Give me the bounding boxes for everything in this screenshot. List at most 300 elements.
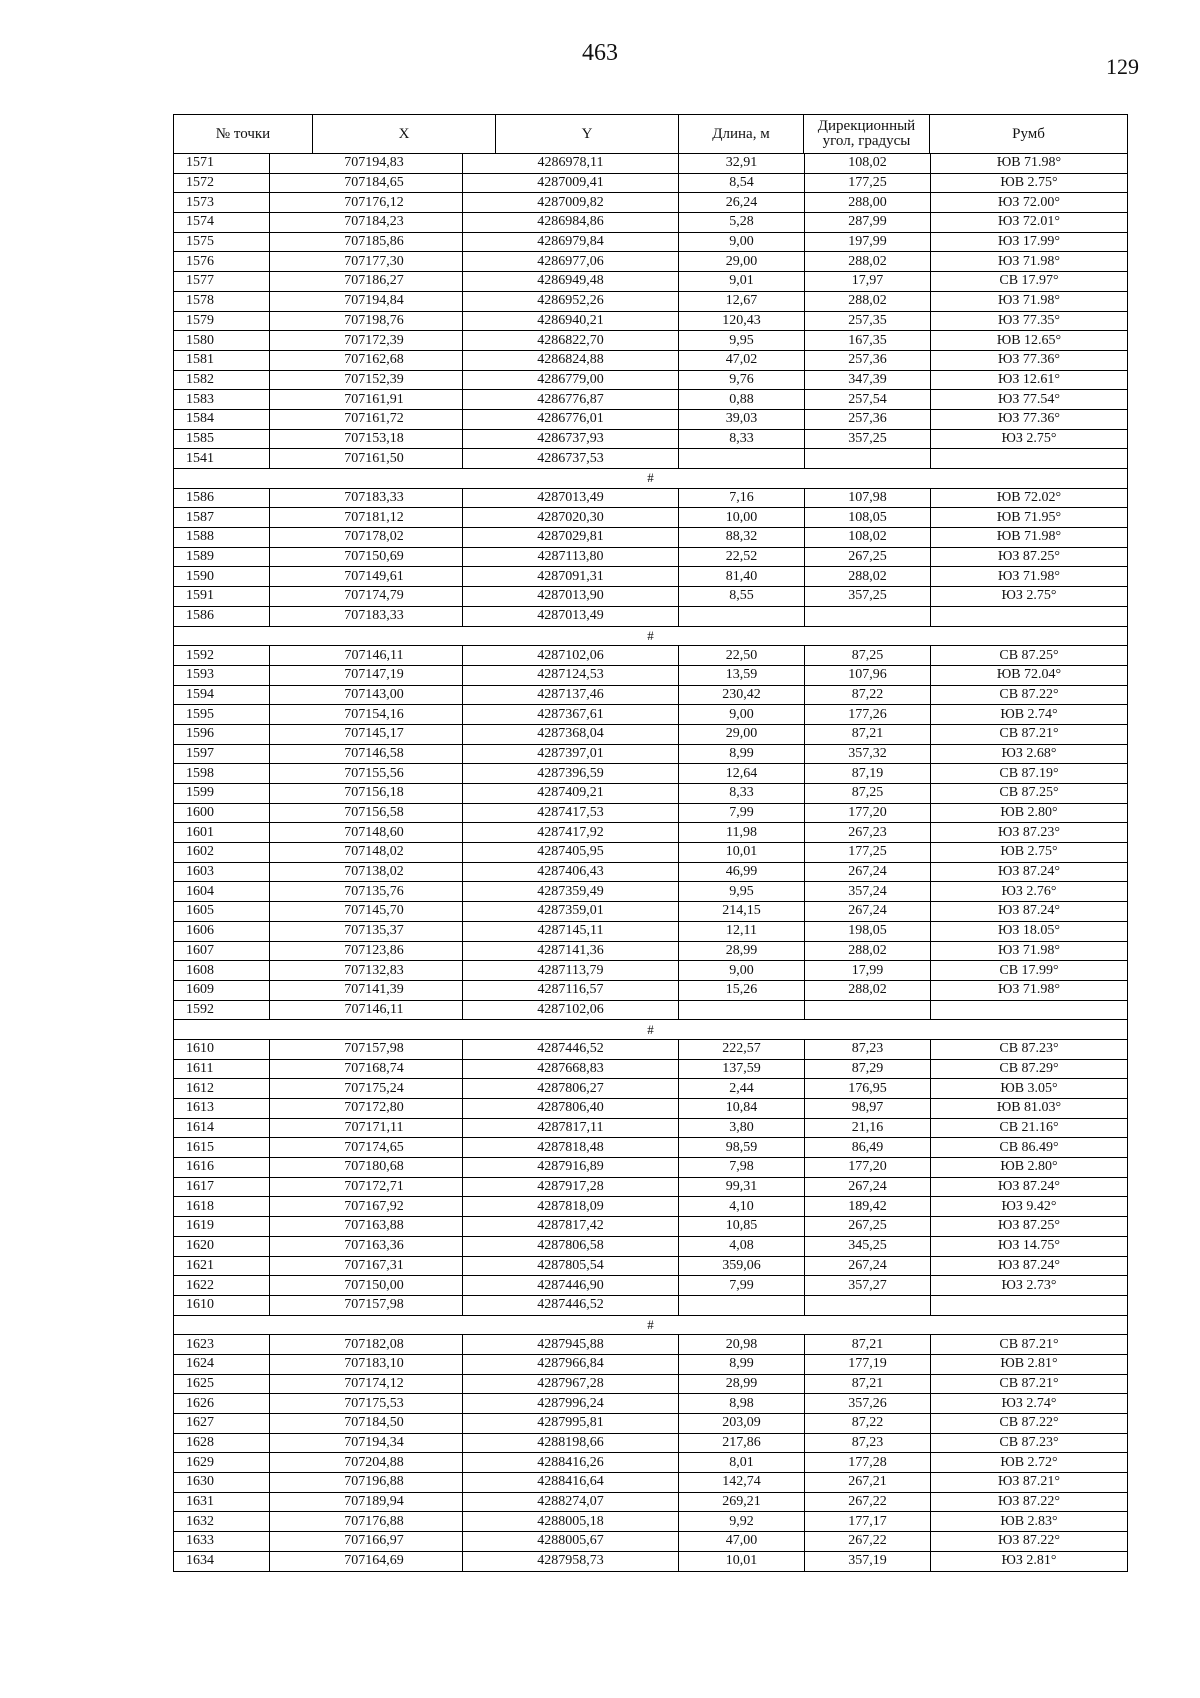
cell-point: 1633 [174, 1532, 270, 1552]
cell-y: 4287020,30 [463, 508, 679, 528]
cell-angle: 177,20 [805, 1158, 931, 1178]
cell-length: 12,67 [679, 291, 805, 311]
cell-length: 7,98 [679, 1158, 805, 1178]
cell-y: 4287368,04 [463, 724, 679, 744]
cell-rumb: СВ 87.23° [931, 1433, 1128, 1453]
cell-point: 1591 [174, 587, 270, 607]
cell-angle: 17,97 [805, 272, 931, 292]
cell-length: 11,98 [679, 823, 805, 843]
cell-angle: 357,26 [805, 1394, 931, 1414]
table-row [174, 1295, 1128, 1315]
cell-rumb: ЮЗ 87.22° [931, 1532, 1128, 1552]
cell-angle: 87,25 [805, 784, 931, 804]
cell-rumb: ЮЗ 77.35° [931, 311, 1128, 331]
cell-angle: 87,22 [805, 1414, 931, 1434]
table-row [174, 705, 1128, 725]
table-row [174, 567, 1128, 587]
cell-y: 4287367,61 [463, 705, 679, 725]
cell-rumb: ЮВ 2.74° [931, 705, 1128, 725]
cell-y: 4286824,88 [463, 350, 679, 370]
cell-length: 10,00 [679, 508, 805, 528]
cell-x: 707150,00 [270, 1276, 463, 1296]
cell-rumb: ЮЗ 87.21° [931, 1473, 1128, 1493]
table-row [174, 213, 1128, 233]
table-header [173, 114, 1128, 154]
cell-length: 8,98 [679, 1394, 805, 1414]
cell-point: 1611 [174, 1059, 270, 1079]
cell-y: 4286822,70 [463, 331, 679, 351]
cell-point: 1627 [174, 1414, 270, 1434]
cell-rumb: ЮВ 2.72° [931, 1453, 1128, 1473]
cell-rumb: ЮЗ 12.61° [931, 370, 1128, 390]
table-row [174, 1236, 1128, 1256]
table-row [174, 1217, 1128, 1237]
cell-x: 707155,56 [270, 764, 463, 784]
cell-point: 1613 [174, 1099, 270, 1119]
table-row [174, 606, 1128, 626]
cell-x: 707176,88 [270, 1512, 463, 1532]
cell-y: 4288005,18 [463, 1512, 679, 1532]
cell-x: 707178,02 [270, 528, 463, 548]
cell-rumb: СВ 21.16° [931, 1118, 1128, 1138]
page-number-right: 129 [1106, 54, 1139, 79]
cell-rumb: СВ 87.21° [931, 724, 1128, 744]
cell-angle: 98,97 [805, 1099, 931, 1119]
cell-angle: 267,23 [805, 823, 931, 843]
cell-angle: 288,02 [805, 252, 931, 272]
table-row [174, 823, 1128, 843]
cell-rumb: ЮЗ 77.36° [931, 409, 1128, 429]
cell-angle: 257,36 [805, 409, 931, 429]
table-separator-row [174, 1020, 1128, 1040]
cell-point: 1571 [174, 154, 270, 174]
cell-y: 4287917,28 [463, 1177, 679, 1197]
cell-point: 1582 [174, 370, 270, 390]
cell-y: 4288198,66 [463, 1433, 679, 1453]
cell-rumb: СВ 17.97° [931, 272, 1128, 292]
cell-length: 8,99 [679, 1354, 805, 1374]
cell-x: 707183,10 [270, 1354, 463, 1374]
cell-angle: 357,32 [805, 744, 931, 764]
cell-x: 707148,60 [270, 823, 463, 843]
cell-angle: 177,17 [805, 1512, 931, 1532]
page-number-top: 463 [582, 40, 618, 66]
table-row [174, 252, 1128, 272]
cell-point: 1603 [174, 862, 270, 882]
cell-angle: 288,00 [805, 193, 931, 213]
cell-angle [805, 1000, 931, 1020]
cell-x: 707172,39 [270, 331, 463, 351]
cell-point: 1573 [174, 193, 270, 213]
cell-y: 4287009,41 [463, 173, 679, 193]
cell-rumb: СВ 17.99° [931, 961, 1128, 981]
cell-y: 4287013,49 [463, 488, 679, 508]
table-row [174, 311, 1128, 331]
cell-rumb: ЮЗ 87.25° [931, 547, 1128, 567]
cell-angle: 267,22 [805, 1492, 931, 1512]
cell-length: 7,99 [679, 1276, 805, 1296]
table-row [174, 193, 1128, 213]
cell-x: 707135,37 [270, 921, 463, 941]
cell-point: 1590 [174, 567, 270, 587]
cell-point: 1612 [174, 1079, 270, 1099]
cell-x: 707143,00 [270, 685, 463, 705]
table-row [174, 1138, 1128, 1158]
header-rumb: Румб [930, 115, 1128, 154]
cell-length: 4,08 [679, 1236, 805, 1256]
cell-rumb: СВ 87.22° [931, 685, 1128, 705]
cell-x: 707145,17 [270, 724, 463, 744]
cell-y: 4287417,53 [463, 803, 679, 823]
cell-y: 4287805,54 [463, 1256, 679, 1276]
cell-length: 8,33 [679, 429, 805, 449]
cell-rumb: ЮВ 71.95° [931, 508, 1128, 528]
cell-y: 4287945,88 [463, 1335, 679, 1355]
cell-length: 9,95 [679, 331, 805, 351]
table-separator-row [174, 469, 1128, 489]
cell-rumb: ЮЗ 71.98° [931, 252, 1128, 272]
cell-rumb: ЮВ 81.03° [931, 1099, 1128, 1119]
table-row [174, 488, 1128, 508]
coordinates-table [173, 153, 1128, 1572]
cell-y: 4288416,26 [463, 1453, 679, 1473]
cell-point: 1625 [174, 1374, 270, 1394]
cell-angle: 267,24 [805, 902, 931, 922]
table-row [174, 843, 1128, 863]
cell-angle: 357,25 [805, 429, 931, 449]
cell-angle: 177,26 [805, 705, 931, 725]
table-row [174, 882, 1128, 902]
cell-rumb: СВ 87.22° [931, 1414, 1128, 1434]
cell-y: 4286978,11 [463, 154, 679, 174]
cell-angle: 21,16 [805, 1118, 931, 1138]
cell-rumb: ЮЗ 72.01° [931, 213, 1128, 233]
cell-rumb: ЮВ 2.75° [931, 173, 1128, 193]
cell-y: 4287818,48 [463, 1138, 679, 1158]
cell-length: 10,01 [679, 1551, 805, 1571]
cell-angle: 267,24 [805, 862, 931, 882]
table-row [174, 1453, 1128, 1473]
cell-point: 1634 [174, 1551, 270, 1571]
cell-angle: 267,22 [805, 1532, 931, 1552]
header-y: Y [496, 115, 679, 154]
cell-rumb: ЮЗ 14.75° [931, 1236, 1128, 1256]
cell-x: 707198,76 [270, 311, 463, 331]
cell-length: 137,59 [679, 1059, 805, 1079]
table-row [174, 508, 1128, 528]
cell-point: 1628 [174, 1433, 270, 1453]
cell-rumb: ЮЗ 2.73° [931, 1276, 1128, 1296]
cell-x: 707156,58 [270, 803, 463, 823]
cell-rumb: ЮЗ 2.81° [931, 1551, 1128, 1571]
cell-point: 1584 [174, 409, 270, 429]
cell-rumb: ЮЗ 71.98° [931, 291, 1128, 311]
cell-point: 1630 [174, 1473, 270, 1493]
cell-y: 4287967,28 [463, 1374, 679, 1394]
cell-x: 707204,88 [270, 1453, 463, 1473]
cell-angle: 87,23 [805, 1433, 931, 1453]
cell-x: 707163,88 [270, 1217, 463, 1237]
cell-point: 1583 [174, 390, 270, 410]
table-row [174, 429, 1128, 449]
cell-rumb: ЮВ 2.75° [931, 843, 1128, 863]
cell-length: 99,31 [679, 1177, 805, 1197]
cell-point: 1629 [174, 1453, 270, 1473]
cell-length: 5,28 [679, 213, 805, 233]
cell-x: 707184,50 [270, 1414, 463, 1434]
separator-mark: # [174, 1315, 1128, 1335]
cell-angle: 267,25 [805, 1217, 931, 1237]
cell-x: 707146,11 [270, 1000, 463, 1020]
table-row [174, 646, 1128, 666]
cell-rumb: ЮЗ 87.22° [931, 1492, 1128, 1512]
cell-point: 1615 [174, 1138, 270, 1158]
cell-x: 707123,86 [270, 941, 463, 961]
cell-y: 4287966,84 [463, 1354, 679, 1374]
cell-rumb [931, 606, 1128, 626]
cell-y: 4287145,11 [463, 921, 679, 941]
cell-length: 9,01 [679, 272, 805, 292]
cell-x: 707161,72 [270, 409, 463, 429]
table-row [174, 1492, 1128, 1512]
table-row [174, 784, 1128, 804]
cell-angle: 357,19 [805, 1551, 931, 1571]
cell-x: 707186,27 [270, 272, 463, 292]
cell-length: 88,32 [679, 528, 805, 548]
cell-point: 1574 [174, 213, 270, 233]
cell-length: 32,91 [679, 154, 805, 174]
cell-rumb: ЮЗ 72.00° [931, 193, 1128, 213]
cell-rumb: ЮЗ 71.98° [931, 567, 1128, 587]
cell-length: 20,98 [679, 1335, 805, 1355]
table-row [174, 331, 1128, 351]
cell-length: 8,99 [679, 744, 805, 764]
cell-angle [805, 1295, 931, 1315]
cell-angle: 87,21 [805, 724, 931, 744]
cell-angle: 288,02 [805, 567, 931, 587]
table-row [174, 1000, 1128, 1020]
header-point: № точки [174, 115, 313, 154]
cell-point: 1619 [174, 1217, 270, 1237]
cell-rumb: СВ 86.49° [931, 1138, 1128, 1158]
cell-rumb: ЮЗ 87.24° [931, 862, 1128, 882]
cell-x: 707171,11 [270, 1118, 463, 1138]
table-row [174, 1118, 1128, 1138]
table-row [174, 409, 1128, 429]
cell-point: 1607 [174, 941, 270, 961]
cell-point: 1601 [174, 823, 270, 843]
cell-length: 217,86 [679, 1433, 805, 1453]
cell-point: 1598 [174, 764, 270, 784]
separator-mark: # [174, 469, 1128, 489]
cell-length: 12,64 [679, 764, 805, 784]
cell-rumb: ЮВ 72.04° [931, 665, 1128, 685]
cell-length: 9,00 [679, 961, 805, 981]
table-row [174, 350, 1128, 370]
cell-angle: 87,29 [805, 1059, 931, 1079]
cell-y: 4287806,40 [463, 1099, 679, 1119]
cell-x: 707149,61 [270, 567, 463, 587]
table-row [174, 528, 1128, 548]
cell-x: 707184,23 [270, 213, 463, 233]
cell-rumb: СВ 87.19° [931, 764, 1128, 784]
cell-y: 4286776,01 [463, 409, 679, 429]
table-row [174, 744, 1128, 764]
cell-point: 1587 [174, 508, 270, 528]
cell-length: 29,00 [679, 724, 805, 744]
cell-x: 707174,65 [270, 1138, 463, 1158]
table-row [174, 980, 1128, 1000]
table-row [174, 764, 1128, 784]
cell-angle: 198,05 [805, 921, 931, 941]
cell-angle: 357,24 [805, 882, 931, 902]
cell-rumb: ЮЗ 18.05° [931, 921, 1128, 941]
table-row [174, 291, 1128, 311]
cell-y: 4287013,49 [463, 606, 679, 626]
cell-length: 120,43 [679, 311, 805, 331]
cell-angle: 87,23 [805, 1039, 931, 1059]
cell-x: 707174,12 [270, 1374, 463, 1394]
cell-length: 10,01 [679, 843, 805, 863]
cell-y: 4288274,07 [463, 1492, 679, 1512]
cell-rumb: ЮЗ 2.68° [931, 744, 1128, 764]
cell-y: 4287141,36 [463, 941, 679, 961]
cell-rumb: ЮЗ 71.98° [931, 980, 1128, 1000]
cell-angle: 177,25 [805, 843, 931, 863]
table-separator-row [174, 626, 1128, 646]
cell-length [679, 606, 805, 626]
cell-y: 4287113,80 [463, 547, 679, 567]
cell-point: 1626 [174, 1394, 270, 1414]
cell-x: 707185,86 [270, 232, 463, 252]
cell-angle [805, 606, 931, 626]
cell-length: 12,11 [679, 921, 805, 941]
table-row [174, 1335, 1128, 1355]
cell-x: 707141,39 [270, 980, 463, 1000]
cell-point: 1599 [174, 784, 270, 804]
cell-x: 707182,08 [270, 1335, 463, 1355]
cell-angle: 87,21 [805, 1335, 931, 1355]
cell-x: 707138,02 [270, 862, 463, 882]
cell-point: 1595 [174, 705, 270, 725]
cell-point: 1577 [174, 272, 270, 292]
cell-rumb: ЮЗ 87.25° [931, 1217, 1128, 1237]
table-row [174, 154, 1128, 174]
cell-y: 4286977,06 [463, 252, 679, 272]
cell-angle: 87,19 [805, 764, 931, 784]
table-row [174, 547, 1128, 567]
cell-rumb: ЮЗ 17.99° [931, 232, 1128, 252]
cell-angle [805, 449, 931, 469]
cell-x: 707163,36 [270, 1236, 463, 1256]
table-row [174, 1433, 1128, 1453]
table-row [174, 1394, 1128, 1414]
cell-x: 707181,12 [270, 508, 463, 528]
cell-rumb: ЮЗ 77.54° [931, 390, 1128, 410]
cell-point: 1620 [174, 1236, 270, 1256]
cell-angle: 267,25 [805, 547, 931, 567]
cell-length: 28,99 [679, 941, 805, 961]
table-row [174, 232, 1128, 252]
cell-length: 7,16 [679, 488, 805, 508]
cell-angle: 288,02 [805, 980, 931, 1000]
cell-point: 1618 [174, 1197, 270, 1217]
cell-length: 214,15 [679, 902, 805, 922]
cell-point: 1578 [174, 291, 270, 311]
cell-rumb: СВ 87.29° [931, 1059, 1128, 1079]
cell-length: 13,59 [679, 665, 805, 685]
table-row [174, 1374, 1128, 1394]
cell-x: 707154,16 [270, 705, 463, 725]
cell-y: 4287409,21 [463, 784, 679, 804]
cell-y: 4287359,01 [463, 902, 679, 922]
cell-length: 26,24 [679, 193, 805, 213]
cell-length: 47,00 [679, 1532, 805, 1552]
table-row [174, 1512, 1128, 1532]
cell-y: 4287916,89 [463, 1158, 679, 1178]
cell-length: 28,99 [679, 1374, 805, 1394]
cell-angle: 177,28 [805, 1453, 931, 1473]
cell-length: 7,99 [679, 803, 805, 823]
cell-x: 707176,12 [270, 193, 463, 213]
cell-angle: 189,42 [805, 1197, 931, 1217]
cell-x: 707152,39 [270, 370, 463, 390]
cell-y: 4286779,00 [463, 370, 679, 390]
cell-length: 0,88 [679, 390, 805, 410]
cell-length: 46,99 [679, 862, 805, 882]
cell-x: 707135,76 [270, 882, 463, 902]
table-row [174, 1197, 1128, 1217]
cell-x: 707196,88 [270, 1473, 463, 1493]
cell-y: 4287102,06 [463, 1000, 679, 1020]
cell-point: 1602 [174, 843, 270, 863]
cell-point: 1592 [174, 1000, 270, 1020]
table-row [174, 272, 1128, 292]
cell-point: 1579 [174, 311, 270, 331]
cell-length: 359,06 [679, 1256, 805, 1276]
cell-x: 707161,91 [270, 390, 463, 410]
cell-length: 39,03 [679, 409, 805, 429]
cell-x: 707150,69 [270, 547, 463, 567]
cell-rumb: ЮЗ 2.74° [931, 1394, 1128, 1414]
cell-length: 2,44 [679, 1079, 805, 1099]
table-row [174, 902, 1128, 922]
separator-mark: # [174, 626, 1128, 646]
cell-length: 15,26 [679, 980, 805, 1000]
cell-y: 4287009,82 [463, 193, 679, 213]
header-length: Длина, м [679, 115, 804, 154]
cell-point: 1580 [174, 331, 270, 351]
cell-point: 1600 [174, 803, 270, 823]
cell-angle: 257,36 [805, 350, 931, 370]
cell-angle: 107,98 [805, 488, 931, 508]
cell-point: 1575 [174, 232, 270, 252]
cell-x: 707148,02 [270, 843, 463, 863]
cell-angle: 357,27 [805, 1276, 931, 1296]
cell-rumb: СВ 87.23° [931, 1039, 1128, 1059]
cell-x: 707145,70 [270, 902, 463, 922]
table-row [174, 685, 1128, 705]
cell-point: 1617 [174, 1177, 270, 1197]
cell-point: 1616 [174, 1158, 270, 1178]
cell-x: 707175,53 [270, 1394, 463, 1414]
cell-angle: 176,95 [805, 1079, 931, 1099]
cell-angle: 177,19 [805, 1354, 931, 1374]
table-row [174, 1039, 1128, 1059]
cell-rumb: ЮЗ 2.75° [931, 429, 1128, 449]
cell-length: 47,02 [679, 350, 805, 370]
cell-length: 4,10 [679, 1197, 805, 1217]
